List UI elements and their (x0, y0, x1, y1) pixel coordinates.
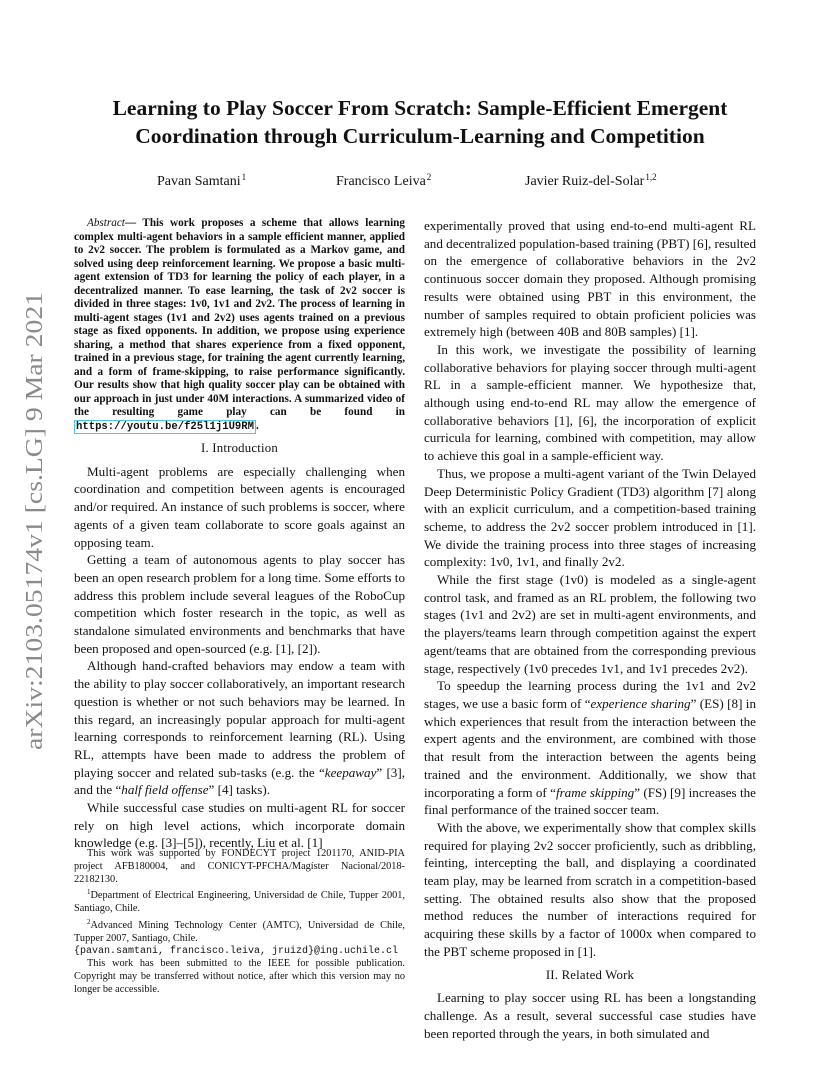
abstract-label: Abstract (87, 217, 125, 229)
author-name: Pavan Samtani (157, 174, 241, 189)
footnote-text: Department of Electrical Engineering, Universidad de Chile, Tupper 2001, Santiago, Chile. (74, 890, 405, 915)
paragraph: experimentally proved that using end-to-end multi-agent RL and decentralized population-based training (PBT) [6], resulted on the emergence of collaborative behaviors in the 2v2 continuous soccer domain they proposed. Although promising results were obtained using PBT in this environment, the number of samples required to obtain proficient policies was extremely high (between 40B and 80B samples) [1]. (424, 218, 756, 340)
author-affiliation: 1,2 (645, 172, 657, 182)
abstract-text: — This work proposes a scheme that allows learning complex multi-agent behaviors in a sample efficient manner, applied to 2v2 soccer. The problem is formulated as a Markov game, and solved using deep reinforcement learning. We propose a basic multi-agent extension of TD3 for learning the policy of each player, in a decentralized manner. To ease learning, the task of 2v2 soccer is divided in three stages: 1v0, 1v1 and 2v2. The process of learning in multi-agent stages (1v1 and 2v2) uses agents trained on a previous stage as fixed opponents. In addition, we propose using experience sharing, a method that shares experience from a fixed opponent, trained in a previous stage, for training the agent currently learning, and a form of frame-skipping, to raise performance significantly. Our results show that high quality soccer play can be obtained with our approach in just under 40M interactions. A summarized video of the resulting game play can be found in (74, 217, 405, 418)
footnote-marker: 2 (87, 917, 91, 926)
author-3 (525, 172, 657, 190)
text-run: ” (ES) [8] in which experiences that result from the interaction between the expert agents and the environment, are combined with those that result from the interaction between the agents being trained and the environment. Additionally, we show that incorporating a form of “ (424, 695, 756, 800)
footnote-text: Advanced Mining Technology Center (AMTC), Universidad de Chile, Tupper 2007, Santiago, Chile. (74, 919, 405, 944)
author-1 (157, 172, 246, 190)
paragraph (74, 657, 405, 799)
section-heading-related-work: II. Related Work (545, 967, 635, 982)
footnote-2 (74, 916, 405, 946)
paragraph: While successful case studies on multi-agent RL for soccer rely on high level actions, which incorporate domain knowledge (e.g. [3]–[5]), recently, Liu et al. [1] (74, 800, 405, 851)
author-2 (336, 172, 431, 190)
paper-title: Learning to Play Soccer From Scratch: Sample-Efficient Emergent Coordination through Curriculum-Learning and Competition (112, 96, 728, 148)
paragraph: Getting a team of autonomous agents to play soccer has been an open research problem for a long time. Some efforts to address this problem include several leagues of the RoboCup competition which foster research in the topic, as well as standalone simulated environments and benchmarks that have been proposed and open-sourced (e.g. [1], [2]). (74, 552, 405, 656)
paragraph: In this work, we investigate the possibility of learning collaborative behaviors for playing soccer through multi-agent RL in a sample-efficient manner. We hypothesize that, although using end-to-end RL may allow the emergence of collaborative behaviors [1], [6], the incorporation of explicit curricula for learning, combined with competition, may allow to achieve this goal in a sample-efficient way. (424, 341, 756, 464)
paragraph: With the above, we experimentally show that complex skills required for playing 2v2 soccer proficiently, such as dribbling, feinting, intercepting the ball, and displaying a coordinated team play, may be learned from scratch in a competition-based setting. The obtained results also show that the proposed method reduces the number of interactions required for acquiring these skills by a factor of 1000x when compared to the PBT scheme proposed in [1]. (424, 819, 756, 959)
author-affiliation: 1 (241, 172, 247, 182)
footnotes (74, 848, 405, 997)
author-emails: {pavan.samtani, francisco.leiva, jruizd}@ing.uchile.cl (74, 945, 399, 957)
ieee-notice: This work has been submitted to the IEEE for possible publication. Copyright may be transferred without notice, after which this version may no longer be accessible. (74, 958, 405, 995)
arxiv-watermark (10, 290, 54, 750)
text-run: Although hand-crafted behaviors may endow a team with the ability to play soccer collaboratively, an important research question is whether or not such behaviors may be learned. In this regard, an increasingly popular approach for multi-agent learning corresponds to reinforcement learning (RL). Using RL, attempts have been made to address the problem of playing soccer and related sub-tasks (e.g. the “ (74, 658, 405, 780)
italic-term: experience sharing (590, 695, 691, 711)
funding-note: This work was supported by FONDECYT project 1201170, ANID-PIA project AFB180004, and CONICYT-PFCHA/Magíster Nacional/2018-22182130. (74, 848, 405, 885)
text-run: ” [4] tasks). (208, 782, 270, 798)
abstract (74, 217, 405, 434)
paragraph: Thus, we propose a multi-agent variant of the Twin Delayed Deep Deterministic Policy Gradient (TD3) algorithm [7] along with an explicit curriculum, and a competition-based training scheme, to address the 2v2 soccer problem introduced in [1]. We divide the training process into three stages of increasing complexity: 1v0, 1v1, and finally 2v2. (424, 465, 756, 570)
paragraph: While the first stage (1v0) is modeled as a single-agent control task, and framed as an RL problem, the following two stages (1v1 and 2v2) are set in multi-agent environments, and the players/teams learn through competition against the expert agent/teams that are obtained from the corresponding previous stage, respectively (1v0 precedes 1v1, and 1v1 precedes 2v2). (424, 572, 756, 676)
text-run: To speedup the learning process during the 1v1 and 2v2 stages, we use a basic form of “ (424, 678, 756, 711)
paragraph: Multi-agent problems are especially challenging when coordination and competition between agents is encouraged and/or required. An instance of such problems is soccer, where agents of a given team collaborate to score goals against an opposing team. (74, 463, 405, 550)
section-heading-introduction: I. Introduction (201, 441, 278, 455)
video-link[interactable]: https://youtu.be/f25l1j1U9RM (76, 420, 255, 433)
arxiv-identifier: arXiv:2103.05174v1 [cs.LG] 9 Mar 2021 (22, 352, 48, 750)
author-name: Javier Ruiz-del-Solar (525, 174, 645, 189)
author-name: Francisco Leiva (336, 174, 426, 189)
italic-term: frame skipping (555, 784, 635, 800)
paragraph (424, 677, 756, 819)
left-column (74, 217, 405, 852)
paragraph: Learning to play soccer using RL has been a longstanding challenge. As a result, several successful case studies have been reported through the years, in both simulated and (424, 990, 756, 1041)
right-column (424, 217, 756, 1042)
italic-term: half field offense (121, 782, 209, 798)
text-run: ” [3], and the “ (74, 764, 405, 798)
footnote-marker: 1 (87, 888, 91, 897)
text-run: ” (FS) [9] increases the final performance of the trained soccer team. (424, 784, 756, 818)
abstract-end: . (256, 419, 259, 432)
italic-term: keepaway (324, 764, 377, 780)
author-affiliation: 2 (426, 172, 432, 182)
footnote-1 (74, 886, 405, 916)
